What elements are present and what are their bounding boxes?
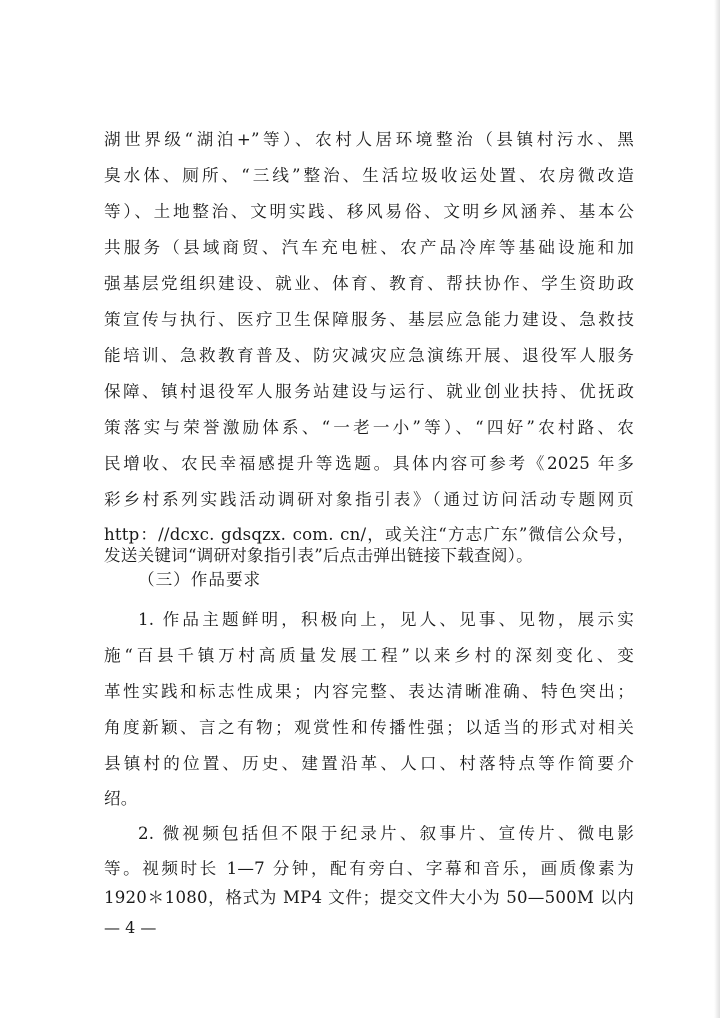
paragraph-1-line: 发送关键词“调研对象指引表”后点击弹出链接下载查阅）。 (104, 546, 533, 565)
paragraph-3-line: 等。视频时长 1—7 分钟，配有旁白、字幕和音乐，画质像素为 (104, 859, 634, 878)
paragraph-1-line: 共服务（县域商贸、汽车充电桩、农产品冷库等基础设施和加 (104, 238, 634, 257)
paragraph-1-line: 湖世界级“湖泊+”等）、农村人居环境整治（县镇村污水、黑 (104, 130, 634, 149)
section-heading: （三）作品要求 (138, 570, 262, 589)
paragraph-1-line: 等）、土地整治、文明实践、移风易俗、文明乡风涵养、基本公 (104, 202, 634, 221)
paragraph-3-line: 2. 微视频包括但不限于纪录片、叙事片、宣传片、微电影 (138, 824, 634, 843)
paragraph-1-line: 保障、镇村退役军人服务站建设与运行、就业创业扶持、优抚政 (104, 382, 634, 401)
page-edge-shadow (714, 0, 720, 1018)
paragraph-2-line: 绍。 (104, 789, 138, 808)
paragraph-2-line: 革性实践和标志性成果；内容完整、表达清晰准确、特色突出； (104, 682, 634, 701)
page-number: — 4 — (104, 918, 157, 937)
paragraph-1-line: 强基层党组织建设、就业、体育、教育、帮扶协作、学生资助政 (104, 274, 634, 293)
paragraph-2-line: 施“百县千镇万村高质量发展工程”以来乡村的深刻变化、变 (104, 646, 634, 665)
paragraph-1-line: 能培训、急救教育普及、防灾减灾应急演练开展、退役军人服务 (104, 346, 634, 365)
paragraph-1-line: 策落实与荣誉激励体系、“一老一小”等）、“四好”农村路、农 (104, 418, 634, 437)
paragraph-1-line: 彩乡村系列实践活动调研对象指引表》（通过访问活动专题网页 (104, 490, 634, 509)
paragraph-2-line: 县镇村的位置、历史、建置沿革、人口、村落特点等作简要介 (104, 754, 634, 773)
paragraph-1-line: http：//dcxc. gdsqzx. com. cn/，或关注“方志广东”微信公众号， (104, 525, 634, 544)
paragraph-1-line: 臭水体、厕所、“三线”整治、生活垃圾收运处置、农房微改造 (104, 166, 634, 185)
paragraph-2-line: 角度新颖、言之有物；观赏性和传播性强；以适当的形式对相关 (104, 718, 634, 737)
paragraph-3-line: 1920＊1080，格式为 MP4 文件；提交文件大小为 50—500M 以内 (104, 888, 634, 907)
paragraph-1-line: 民增收、农民幸福感提升等选题。具体内容可参考《2025 年多 (104, 454, 634, 473)
paragraph-1-line: 策宣传与执行、医疗卫生保障服务、基层应急能力建设、急救技 (104, 310, 634, 329)
paragraph-2-line: 1. 作品主题鲜明，积极向上，见人、见事、见物，展示实 (138, 610, 634, 629)
